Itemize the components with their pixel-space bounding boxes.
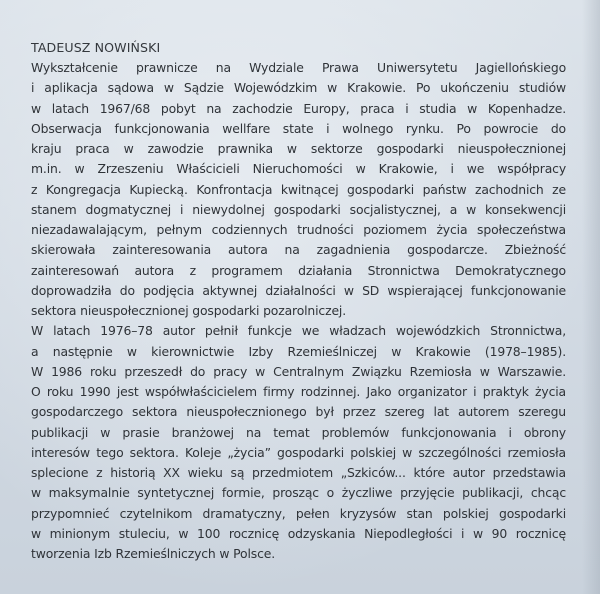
bio-line: w latach 1967/68 pobyt na zachodzie Europy, praca i studia w Kopenhadze. [31,100,566,116]
bio-line: zainteresowań autora z programem działania Stronnictwa Demokratycznego [31,262,566,278]
bio-line: sektora nieuspołecznionej gospodarki pozarolniczej. [31,303,346,318]
author-bio [31,37,566,564]
bio-line: stanem dogmatycznej i niewydolnej gospodarki socjalistycznej, a w konsekwencji [31,201,566,217]
bio-line: publikacji w prasie branżowej na temat problemów funkcjonowania i obrony [31,424,566,440]
bio-line: Obserwacja funkcjonowania wellfare state i wolnego rynku. Po powrocie do [31,120,566,136]
bio-line: przypomnieć czytelnikom dramatyczny, pełen kryzysów stan polskiej gospodarki [31,505,566,521]
author-name: TADEUSZ NOWIŃSKI [31,40,161,55]
bio-line: kraju praca w zawodzie prawnika w sektorze gospodarki nieuspołecznionej [31,141,566,156]
bio-line: skierowała zainteresowania autora na zagadnienia gospodarcze. Zbieżność [31,242,566,258]
bio-line: z Kongregacja Kupiecką. Konfrontacja kwitnącej gospodarki państw zachodnich ze [31,181,566,197]
bio-line: a następnie w kierownictwie Izby Rzemieślniczej w Krakowie (1978–1985). [31,343,566,359]
bio-line: gospodarczego sektora nieuspołecznionego był przez szereg lat autorem szeregu [31,404,566,420]
bio-line: W latach 1976–78 autor pełnił funkcje we władzach wojewódzkich Stronnictwa, [31,323,566,339]
bio-line: w maksymalnie syntetycznej formie, prosząc o życzliwe przyjęcie publikacji, chcąc [31,485,566,501]
bio-line: Wykształcenie prawnicze na Wydziale Prawa Uniwersytetu Jagiellońskiego [31,60,566,75]
bio-line: tworzenia Izb Rzemieślniczych w Polsce. [31,546,276,561]
bio-paragraph-2 [31,321,566,564]
bio-paragraph-1 [31,58,566,321]
bio-line: O roku 1990 jest współwłaścicielem firmy rodzinnej. Jako organizator i praktyk życia [31,384,566,399]
bio-line: niezadawalającym, pełnym codziennych trudności poziomem życia społeczeństwa [31,222,566,237]
bio-line: i aplikacja sądowa w Sądzie Wojewódzkim w Krakowie. Po ukończeniu studiów [31,80,566,96]
bio-line: w minionym stuleciu, w 100 rocznicę odzyskania Niepodległości i w 90 rocznicę [31,525,566,541]
bio-line: m.in. w Zrzeszeniu Właścicieli Nieruchomości w Krakowie, i we współpracy [31,161,566,177]
bio-line: interesów tego sektora. Koleje „życia” gospodarki polskiej w szczególności rzemiosła [31,444,566,460]
bio-line: W 1986 roku przeszedł do pracy w Centralnym Związku Rzemiosła w Warszawie. [31,363,566,379]
bio-line: splecione z historią XX wieku są przedmiotem „Szkiców... które autor przedstawia [31,465,566,480]
bio-line: doprowadziła do podjęcia aktywnej działalności w SD wspierającej funkcjonowanie [31,282,566,298]
page-edge-shadow [582,0,600,594]
